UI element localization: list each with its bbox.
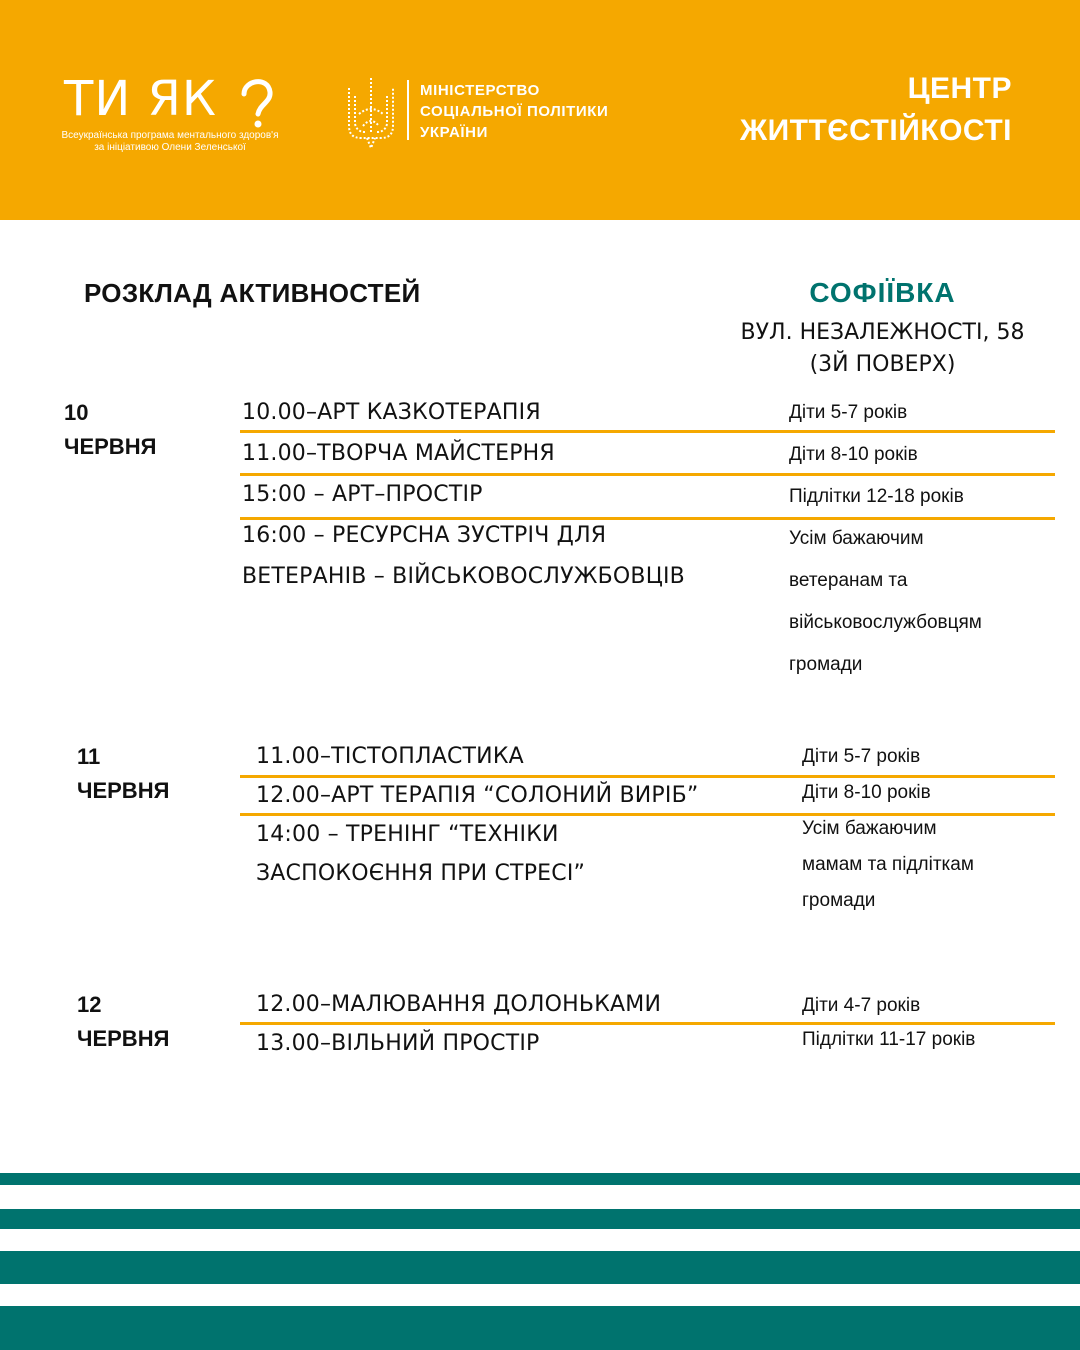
activity-audience-line-4: громади [789, 654, 863, 675]
day-label [64, 396, 156, 464]
tiyak-logo [61, 71, 284, 153]
day-month: ЧЕРВНЯ [77, 1026, 170, 1051]
trident-emblem-icon [345, 74, 397, 152]
activity-name: 14:00 – ТРЕНІНГ “ТЕХНІКИ [256, 822, 559, 847]
location-block [730, 276, 1035, 381]
resilience-center-title [740, 68, 1012, 152]
activity-audience-line-3: громади [802, 890, 876, 911]
footer-stripe [0, 1306, 1080, 1350]
activity-name: 15:00 – АРТ–ПРОСТІР [242, 482, 483, 507]
day-month: ЧЕРВНЯ [64, 434, 157, 459]
activity-name: 11.00–ТІСТОПЛАСТИКА [256, 744, 524, 769]
footer-stripe [0, 1209, 1080, 1229]
ministry-line-3: УКРАЇНИ [420, 124, 488, 141]
activity-name: 10.00–АРТ КАЗКОТЕРАПІЯ [242, 400, 541, 425]
activity-audience: Усім бажаючим [802, 818, 937, 839]
day-label [77, 740, 169, 808]
activity-audience: Діти 5-7 років [802, 746, 921, 767]
activity-name: 11.00–ТВОРЧА МАЙСТЕРНЯ [242, 441, 555, 466]
activity-name: 12.00–МАЛЮВАННЯ ДОЛОНЬКАМИ [256, 992, 662, 1017]
ministry-line-2: СОЦІАЛЬНОЇ ПОЛІТИКИ [420, 103, 609, 120]
activity-audience: Діти 4-7 років [802, 995, 921, 1016]
location-name: СОФІЇВКА [809, 277, 956, 308]
tiyak-logo-subtitle [40, 130, 300, 154]
question-mark-icon [234, 74, 314, 130]
activity-audience-line-2: мамам та підліткам [802, 854, 974, 875]
activity-audience-line-3: військовослужбовцям [789, 612, 982, 633]
address-line-2: (3Й ПОВЕРХ) [809, 352, 956, 377]
location-address [730, 317, 1035, 381]
ministry-divider [407, 80, 409, 140]
activity-audience: Підлітки 12-18 років [789, 486, 964, 507]
tiyak-subtitle-line-1: Всеукраїнська програма ментального здоров'я [61, 130, 279, 141]
activity-audience: Діти 8-10 років [789, 444, 918, 465]
day-label [77, 988, 169, 1056]
activity-audience: Підлітки 11-17 років [802, 1029, 976, 1050]
footer-stripe [0, 1173, 1080, 1185]
activity-audience: Діти 8-10 років [802, 782, 931, 803]
tiyak-logo-title: ТИ ЯК [64, 71, 217, 127]
activity-name: 16:00 – РЕСУРСНА ЗУСТРІЧ ДЛЯ [242, 523, 607, 548]
ministry-line-1: МІНІСТЕРСТВО [420, 82, 540, 99]
day-month: ЧЕРВНЯ [77, 778, 170, 803]
activity-name: 12.00–АРТ ТЕРАПІЯ “СОЛОНИЙ ВИРІБ” [256, 783, 699, 808]
address-line-1: ВУЛ. НЕЗАЛЕЖНОСТІ, 58 [740, 320, 1025, 345]
activity-name-line-2: ЗАСПОКОЄННЯ ПРИ СТРЕСІ” [256, 861, 586, 886]
activity-audience: Діти 5-7 років [789, 402, 908, 423]
activity-name-line-2: ВЕТЕРАНІВ – ВІЙСЬКОВОСЛУЖБОВЦІВ [242, 564, 685, 589]
activity-audience: Усім бажаючим [789, 528, 924, 549]
header-banner [0, 0, 1080, 220]
ministry-name [420, 80, 650, 143]
day-number: 11 [77, 744, 101, 769]
activity-name: 13.00–ВІЛЬНИЙ ПРОСТІР [256, 1031, 540, 1056]
center-title-line-2: ЖИТТЄСТІЙКОСТІ [739, 114, 1012, 147]
day-number: 12 [77, 992, 102, 1017]
activity-audience-line-2: ветеранам та [789, 570, 908, 591]
center-title-line-1: ЦЕНТР [907, 72, 1012, 105]
tiyak-subtitle-line-2: за ініціативою Олени Зеленської [94, 142, 246, 153]
schedule-title: РОЗКЛАД АКТИВНОСТЕЙ [84, 278, 421, 308]
day-number: 10 [64, 400, 89, 425]
footer-stripe [0, 1251, 1080, 1284]
